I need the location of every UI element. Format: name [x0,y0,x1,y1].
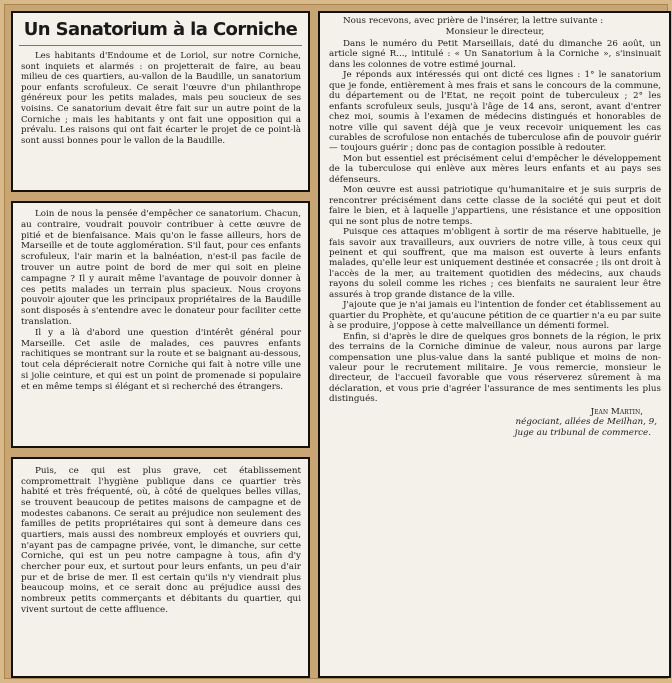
paragraph: Enfin, si d'après le dire de quelques gros bonnets de la région, le prix des terrains de la Corniche diminue de valeur, nous aurons par large compensation une plus-value dans la santé publique et moins de non-valeur pour le recrutement militaire. Je vous remercie, monsieur le directeur, de l'accueil favorable que vous réserverez sûrement à ma déclaration, et vous prie d'agréer l'assurance de mes sentiments les plus distingués. [329,331,661,405]
article-body-1 [13,46,308,146]
paragraph: J'ajoute que je n'ai jamais eu l'intention de fonder cet établissement au quartier du Prophète, et qu'aucune pétition de ce quartier n'a eu par suite à se produire, j'oppose à cette malveillance un démenti formel. [329,300,661,332]
article-panel-top [11,11,310,192]
article-headline: Un Sanatorium à la Corniche [19,13,302,46]
paragraph: Puis, ce qui est plus grave, cet établissement compromettrait l'hygiène publique dans ce quartier très habité et très fréquenté, où, à côté de quelques belles villas, se trouvent beaucoup de petites maisons de campagne et de modestes cabanons. Ce serait au préjudice non seulement des familles de petits propriétaires qui sont à demeure dans ces quartiers, mais aussi des nombreux employés et ouvriers qui, n'ayant pas de campagne privée, vont, le dimanche, sur cette Corniche, qui est un peu notre campagne à tous, afin d'y chercher pour eux, et surtout pour leurs enfants, un peu d'air pur et de brise de mer. Il est certain qu'ils n'y viendrait plus beaucoup moins, et ce serait donc au préjudice aussi des nombreux petits commerçants et débitants du quartier, qui vivent surtout de cette affluence. [21,466,301,615]
letter-salutation: Monsieur le directeur, [445,27,545,38]
paragraph: Loin de nous la pensée d'empêcher ce sanatorium. Chacun, au contraire, voudrait pouvoir contribuer à cette œuvre de pitié et de bienfaisance. Mais qu'on le fasse ailleurs, hors de Marseille et de toute agglomération. S'il faut, pour ces enfants scrofuleux, l'air marin et la balnéation, n'est-il pas facile de trouver un autre point de bord de mer qui soit en pleine campagne ? Il y aurait même l'avantage de pouvoir donner à ces petits malades un terrain plus spacieux. Nous croyons pouvoir ajouter que les principaux propriétaires de la Baudille sont disposés à s'entendre avec le donateur pour faciliter cette translation. [21,209,301,327]
paragraph: Puisque ces attaques m'obligent à sortir de ma réserve habituelle, je fais savoir aux travailleurs, aux ouvriers de notre ville, à tous ceux qui peinent et qui souffrent, que ma maison est ouverte à leurs enfants malades, qu'elle leur est uniquement destinée et consacrée ; ils ont droit à l'accès de la mer, au traitement quotidien des médecins, aux chauds rayons du soleil comme les riches ; ces bienfaits ne sauraient leur être assurés à trop grande distance de la ville. [329,227,661,300]
letter-signature: Jean Martin, [590,406,643,417]
letter-panel [318,11,671,678]
paragraph: Mon but essentiel est précisément celui d'empêcher le développement de la tuberculose qui enlève aux mères leurs enfants et au pays ses défenseurs. [329,153,661,185]
article-body-3 [13,459,308,615]
letter-intro: Nous recevons, avec prière de l'insérer, la lettre suivante : [343,16,604,26]
signature-line-1: négociant, allées de Meilhan, 9, [515,417,657,428]
article-panel-middle [11,201,310,448]
clipping-frame [4,4,668,679]
article-body-2 [13,203,308,393]
signature-line-2: juge au tribunal de commerce. [514,427,651,438]
paragraph: Je réponds aux intéressés qui ont dicté ces lignes : 1° le sanatorium que je fonde, entièrement à mes frais et sans le concours de la commune, du département ou de l'Etat, ne reçoit point de tuberculeux ; 2° les enfants scrofuleux seuls, jusqu'à l'âge de 14 ans, seront, avant d'entrer chez moi, soumis à l'examen de médecins distingués et honorables de notre ville qui savent déjà que je veux recevoir uniquement les cas curables de scrofulose non entachés de tuberculose afin de pouvoir guérir — toujours guérir ; donc pas de contagion possible à redouter. [329,70,661,154]
paragraph: Mon œuvre est aussi patriotique qu'humanitaire et je suis surpris de rencontrer précisément dans cette classe de la société qui peut et doit faire le bien, et à laquelle j'appartiens, une résistance et une opposition qui ne sont plus de notre temps. [329,185,661,227]
letter-body [320,13,669,438]
paragraph: Dans le numéro du Petit Marseillais, daté du dimanche 26 août, un article signé R..., intitulé : « Un Sanatorium à la Corniche », s'insinuait dans les colonnes de votre estimé journal. [329,38,661,70]
paragraph: Les habitants d'Endoume et de Loriol, sur notre Corniche, sont inquiets et alarmés : on projetterait de faire, au beau milieu de ces quartiers, au-vallon de la Baudille, un sanatorium pour enfants scrofuleux. Ce serait l'œuvre d'un philanthrope généreux pour les petits malades, mais peu soucieux de ses voisins. Ce sanatorium devait être fait sur un autre point de la Corniche ; mais les habitants y ont fait une opposition qui a prévalu. Les raisons qui ont fait écarter le projet de ce point-là sont aussi bonnes pour le vallon de la Baudille. [21,51,301,146]
article-panel-bottom [11,457,310,678]
paragraph: Il y a là d'abord une question d'intérêt général pour Marseille. Cet asile de malades, ces pauvres enfants rachitiques se montrant sur la route et se baignant au-dessous, tout cela déprécierait notre Corniche qui fait à notre ville une si jolie ceinture, et qui est un point de promenade si populaire et en même temps si élégant et si recherché des étrangers. [21,327,301,392]
